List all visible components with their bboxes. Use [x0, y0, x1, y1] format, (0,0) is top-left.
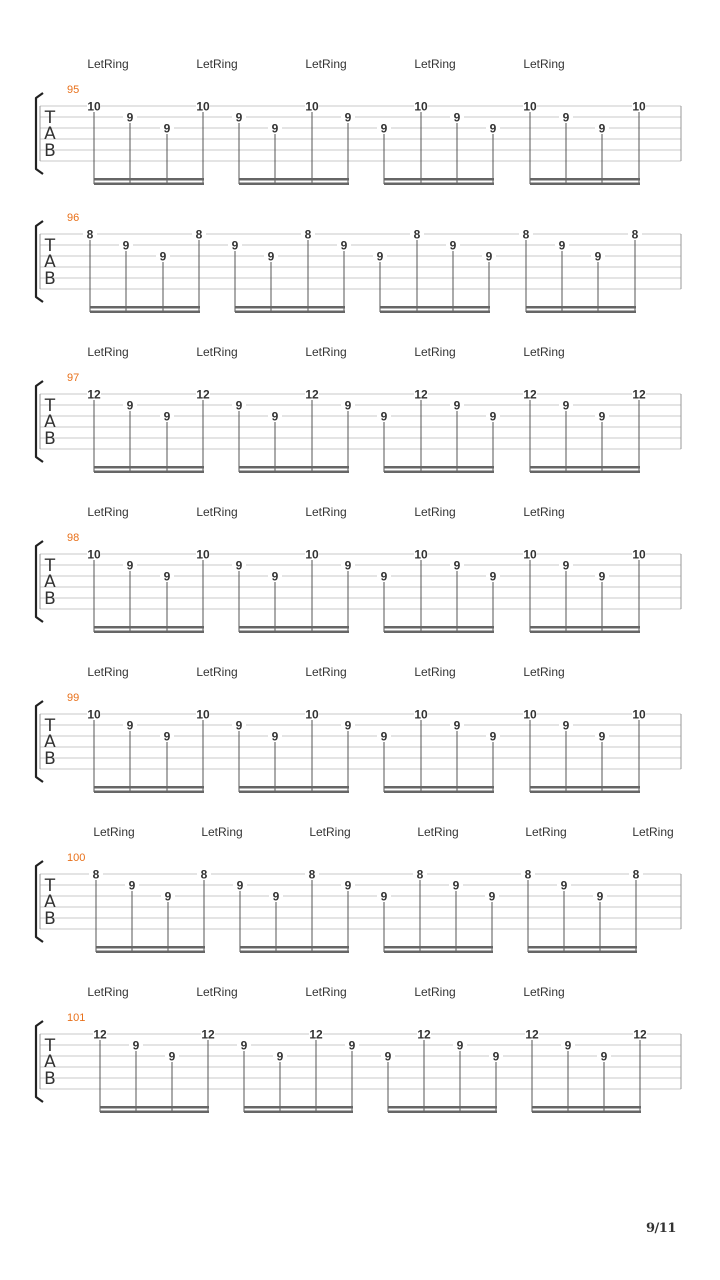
- let-ring-label: LetRing: [201, 825, 243, 839]
- beam-primary: [94, 466, 204, 469]
- let-ring-label: LetRing: [305, 665, 347, 679]
- let-ring-label: LetRing: [196, 505, 238, 519]
- beam-secondary: [384, 183, 494, 186]
- fret-number: 9: [453, 110, 461, 125]
- tab-clef-a: A: [44, 252, 56, 272]
- tab-clef-a: A: [44, 892, 56, 912]
- fret-number: 8: [308, 867, 316, 882]
- measure-number: 98: [67, 532, 80, 544]
- beam-primary: [528, 946, 637, 949]
- fret-number: 9: [452, 878, 460, 893]
- fret-number: 12: [414, 387, 428, 402]
- fret-number: 12: [196, 387, 210, 402]
- fret-number: 9: [271, 121, 279, 136]
- beam-secondary: [239, 183, 349, 186]
- fret-number: 9: [488, 889, 496, 904]
- fret-number: 9: [271, 729, 279, 744]
- let-ring-label: LetRing: [196, 665, 238, 679]
- let-ring-label: LetRing: [632, 825, 674, 839]
- fret-number: 9: [453, 718, 461, 733]
- fret-number: 12: [632, 387, 646, 402]
- fret-number: 8: [522, 227, 530, 242]
- fret-number: 9: [380, 729, 388, 744]
- fret-number: 10: [523, 547, 537, 562]
- beam-secondary: [380, 311, 490, 314]
- fret-number: 8: [632, 867, 640, 882]
- let-ring-label: LetRing: [523, 665, 565, 679]
- fret-number: 10: [196, 99, 210, 114]
- beam-secondary: [530, 471, 640, 474]
- beam-secondary: [100, 1111, 209, 1114]
- let-ring-label: LetRing: [87, 505, 129, 519]
- tab-clef-t: T: [44, 716, 56, 736]
- fret-number: 10: [305, 547, 319, 562]
- fret-number: 10: [523, 99, 537, 114]
- fret-number: 9: [235, 398, 243, 413]
- fret-number: 10: [632, 707, 646, 722]
- beam-primary: [530, 786, 640, 789]
- let-ring-label: LetRing: [414, 505, 456, 519]
- fret-number: 9: [344, 718, 352, 733]
- fret-number: 9: [449, 238, 457, 253]
- beam-primary: [388, 1106, 497, 1109]
- measure-number: 97: [67, 372, 80, 384]
- beam-secondary: [384, 951, 493, 954]
- fret-number: 9: [267, 249, 275, 264]
- beam-primary: [239, 178, 349, 181]
- let-ring-label: LetRing: [305, 505, 347, 519]
- let-ring-label: LetRing: [196, 57, 238, 71]
- fret-number: 12: [201, 1027, 215, 1042]
- fret-number: 9: [163, 569, 171, 584]
- let-ring-label: LetRing: [87, 985, 129, 999]
- fret-number: 9: [594, 249, 602, 264]
- fret-number: 12: [309, 1027, 323, 1042]
- fret-number: 9: [240, 1038, 248, 1053]
- fret-number: 9: [159, 249, 167, 264]
- fret-number: 9: [348, 1038, 356, 1053]
- fret-number: 10: [87, 547, 101, 562]
- fret-number: 9: [453, 398, 461, 413]
- fret-number: 12: [93, 1027, 107, 1042]
- beam-secondary: [528, 951, 637, 954]
- beam-secondary: [244, 1111, 353, 1114]
- fret-number: 9: [344, 110, 352, 125]
- beam-primary: [239, 786, 349, 789]
- beam-primary: [94, 786, 204, 789]
- fret-number: 12: [305, 387, 319, 402]
- fret-number: 9: [562, 110, 570, 125]
- beam-primary: [384, 626, 494, 629]
- fret-number: 9: [380, 121, 388, 136]
- fret-number: 9: [344, 558, 352, 573]
- beam-secondary: [530, 791, 640, 794]
- fret-number: 9: [562, 718, 570, 733]
- fret-number: 9: [380, 409, 388, 424]
- fret-number: 9: [376, 249, 384, 264]
- fret-number: 9: [231, 238, 239, 253]
- beam-secondary: [94, 183, 204, 186]
- let-ring-label: LetRing: [523, 345, 565, 359]
- fret-number: 10: [414, 707, 428, 722]
- fret-number: 10: [523, 707, 537, 722]
- beam-secondary: [526, 311, 636, 314]
- beam-secondary: [530, 631, 640, 634]
- beam-primary: [384, 786, 494, 789]
- fret-number: 9: [600, 1049, 608, 1064]
- beam-primary: [235, 306, 345, 309]
- beam-primary: [530, 178, 640, 181]
- fret-number: 9: [380, 889, 388, 904]
- fret-number: 9: [122, 238, 130, 253]
- fret-number: 8: [631, 227, 639, 242]
- fret-number: 9: [126, 718, 134, 733]
- measure-number: 101: [67, 1012, 86, 1024]
- fret-number: 9: [456, 1038, 464, 1053]
- let-ring-label: LetRing: [93, 825, 135, 839]
- fret-number: 8: [413, 227, 421, 242]
- let-ring-label: LetRing: [414, 345, 456, 359]
- beam-secondary: [94, 471, 204, 474]
- fret-number: 9: [598, 729, 606, 744]
- let-ring-label: LetRing: [87, 57, 129, 71]
- fret-number: 9: [235, 110, 243, 125]
- fret-number: 9: [596, 889, 604, 904]
- beam-secondary: [239, 471, 349, 474]
- tab-clef-a: A: [44, 124, 56, 144]
- beam-primary: [530, 466, 640, 469]
- fret-number: 9: [276, 1049, 284, 1064]
- fret-number: 9: [163, 409, 171, 424]
- fret-number: 12: [525, 1027, 539, 1042]
- tab-clef-b: B: [44, 429, 56, 449]
- beam-secondary: [239, 791, 349, 794]
- fret-number: 10: [196, 707, 210, 722]
- let-ring-label: LetRing: [196, 985, 238, 999]
- let-ring-label: LetRing: [305, 985, 347, 999]
- fret-number: 9: [163, 121, 171, 136]
- fret-number: 9: [384, 1049, 392, 1064]
- fret-number: 9: [126, 110, 134, 125]
- tab-clef-t: T: [44, 236, 56, 256]
- let-ring-label: LetRing: [196, 345, 238, 359]
- fret-number: 9: [340, 238, 348, 253]
- let-ring-label: LetRing: [87, 345, 129, 359]
- fret-number: 9: [598, 121, 606, 136]
- fret-number: 9: [489, 729, 497, 744]
- fret-number: 12: [633, 1027, 647, 1042]
- fret-number: 9: [558, 238, 566, 253]
- fret-number: 8: [416, 867, 424, 882]
- fret-number: 9: [132, 1038, 140, 1053]
- measure-number: 99: [67, 692, 80, 704]
- fret-number: 9: [562, 558, 570, 573]
- fret-number: 10: [414, 547, 428, 562]
- fret-number: 9: [485, 249, 493, 264]
- let-ring-label: LetRing: [523, 505, 565, 519]
- beam-primary: [384, 946, 493, 949]
- beam-primary: [96, 946, 205, 949]
- fret-number: 8: [200, 867, 208, 882]
- tab-clef-b: B: [44, 269, 56, 289]
- beam-primary: [94, 178, 204, 181]
- fret-number: 8: [304, 227, 312, 242]
- beam-secondary: [94, 631, 204, 634]
- let-ring-label: LetRing: [87, 665, 129, 679]
- fret-number: 9: [126, 398, 134, 413]
- fret-number: 8: [195, 227, 203, 242]
- tab-clef-t: T: [44, 108, 56, 128]
- tab-clef-b: B: [44, 1069, 56, 1089]
- measure-number: 95: [67, 84, 80, 96]
- fret-number: 10: [414, 99, 428, 114]
- let-ring-label: LetRing: [414, 665, 456, 679]
- fret-number: 9: [380, 569, 388, 584]
- beam-secondary: [530, 183, 640, 186]
- fret-number: 9: [489, 409, 497, 424]
- tab-clef-b: B: [44, 141, 56, 161]
- fret-number: 9: [168, 1049, 176, 1064]
- fret-number: 12: [87, 387, 101, 402]
- beam-secondary: [96, 951, 205, 954]
- beam-primary: [100, 1106, 209, 1109]
- fret-number: 9: [492, 1049, 500, 1064]
- let-ring-label: LetRing: [414, 57, 456, 71]
- tab-clef-a: A: [44, 572, 56, 592]
- fret-number: 9: [235, 718, 243, 733]
- fret-number: 10: [87, 707, 101, 722]
- tab-clef-b: B: [44, 749, 56, 769]
- fret-number: 9: [126, 558, 134, 573]
- tab-clef-t: T: [44, 556, 56, 576]
- beam-secondary: [90, 311, 200, 314]
- beam-secondary: [94, 791, 204, 794]
- fret-number: 9: [564, 1038, 572, 1053]
- fret-number: 9: [489, 121, 497, 136]
- beam-secondary: [384, 631, 494, 634]
- tab-clef-a: A: [44, 412, 56, 432]
- beam-primary: [384, 178, 494, 181]
- measure-number: 100: [67, 852, 86, 864]
- beam-secondary: [240, 951, 349, 954]
- fret-number: 9: [271, 569, 279, 584]
- fret-number: 10: [305, 99, 319, 114]
- let-ring-label: LetRing: [309, 825, 351, 839]
- beam-primary: [244, 1106, 353, 1109]
- fret-number: 9: [128, 878, 136, 893]
- fret-number: 9: [344, 398, 352, 413]
- let-ring-label: LetRing: [305, 57, 347, 71]
- page-indicator: 9/11: [646, 1221, 676, 1236]
- fret-number: 9: [344, 878, 352, 893]
- measure-number: 96: [67, 212, 80, 224]
- let-ring-label: LetRing: [414, 985, 456, 999]
- beam-primary: [380, 306, 490, 309]
- fret-number: 10: [632, 99, 646, 114]
- beam-secondary: [235, 311, 345, 314]
- tab-clef-b: B: [44, 589, 56, 609]
- beam-secondary: [239, 631, 349, 634]
- let-ring-label: LetRing: [523, 985, 565, 999]
- fret-number: 12: [523, 387, 537, 402]
- tab-clef-t: T: [44, 1036, 56, 1056]
- tab-clef-t: T: [44, 876, 56, 896]
- fret-number: 12: [417, 1027, 431, 1042]
- fret-number: 9: [560, 878, 568, 893]
- fret-number: 9: [598, 409, 606, 424]
- beam-primary: [240, 946, 349, 949]
- fret-number: 9: [164, 889, 172, 904]
- fret-number: 9: [562, 398, 570, 413]
- beam-primary: [90, 306, 200, 309]
- fret-number: 10: [87, 99, 101, 114]
- fret-number: 9: [272, 889, 280, 904]
- fret-number: 10: [632, 547, 646, 562]
- beam-secondary: [384, 791, 494, 794]
- fret-number: 9: [598, 569, 606, 584]
- beam-primary: [530, 626, 640, 629]
- fret-number: 9: [235, 558, 243, 573]
- let-ring-label: LetRing: [305, 345, 347, 359]
- let-ring-label: LetRing: [417, 825, 459, 839]
- beam-primary: [239, 626, 349, 629]
- fret-number: 9: [163, 729, 171, 744]
- beam-secondary: [388, 1111, 497, 1114]
- beam-primary: [532, 1106, 641, 1109]
- let-ring-label: LetRing: [525, 825, 567, 839]
- beam-secondary: [384, 471, 494, 474]
- beam-secondary: [532, 1111, 641, 1114]
- fret-number: 9: [489, 569, 497, 584]
- tab-clef-t: T: [44, 396, 56, 416]
- fret-number: 8: [86, 227, 94, 242]
- tab-clef-b: B: [44, 909, 56, 929]
- fret-number: 8: [524, 867, 532, 882]
- fret-number: 9: [236, 878, 244, 893]
- fret-number: 10: [305, 707, 319, 722]
- fret-number: 8: [92, 867, 100, 882]
- tab-clef-a: A: [44, 1052, 56, 1072]
- beam-primary: [384, 466, 494, 469]
- beam-primary: [526, 306, 636, 309]
- beam-primary: [94, 626, 204, 629]
- beam-primary: [239, 466, 349, 469]
- fret-number: 10: [196, 547, 210, 562]
- let-ring-label: LetRing: [523, 57, 565, 71]
- fret-number: 9: [453, 558, 461, 573]
- tab-clef-a: A: [44, 732, 56, 752]
- fret-number: 9: [271, 409, 279, 424]
